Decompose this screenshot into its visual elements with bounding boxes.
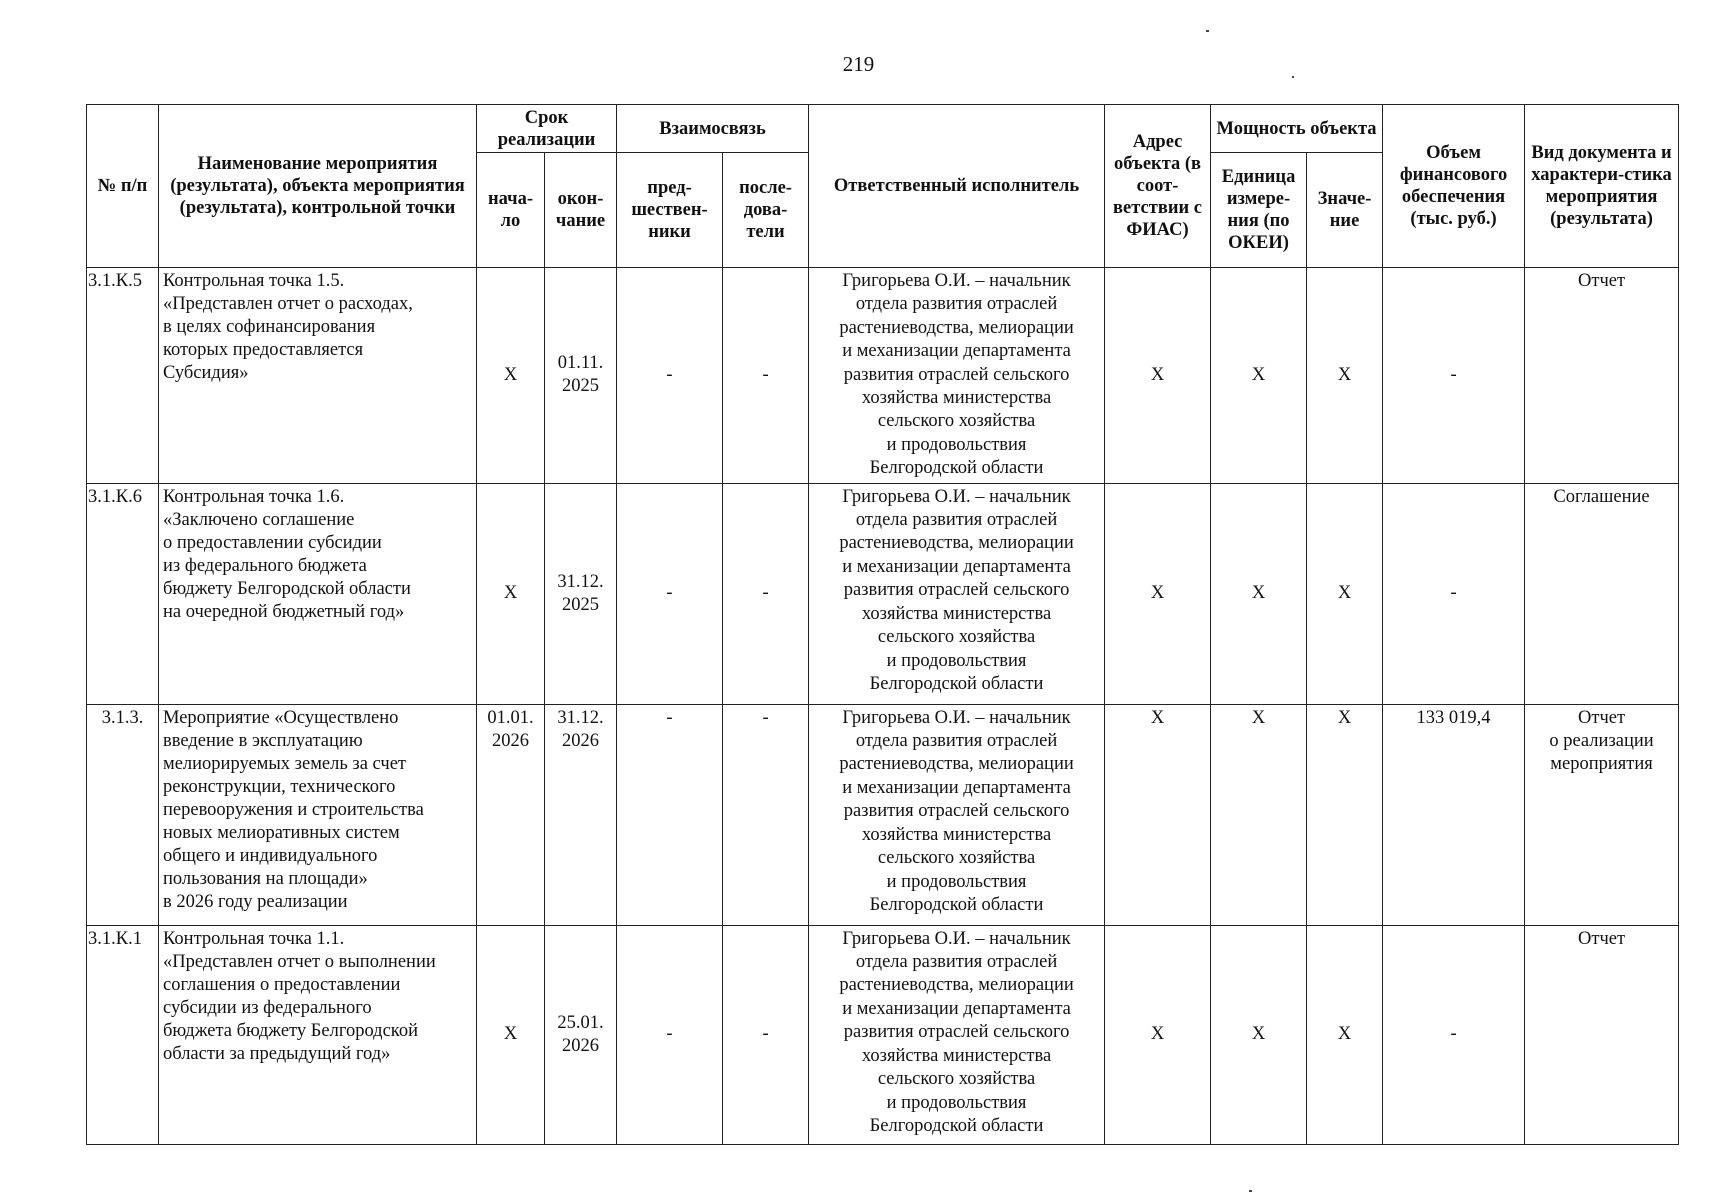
row-address: X (1105, 704, 1211, 925)
row-address: X (1105, 925, 1211, 1144)
header-succ: после-дова-тели (723, 153, 809, 268)
row-num: 3.1.3. (87, 704, 159, 925)
row-executor: Григорьева О.И. – начальник отдела развития отраслей растениеводства, мелиорации и механизации департамента развития отраслей сельского хозяйства министерства сельского хозяйства и продовольствия Белгородской области (809, 925, 1105, 1144)
row-num: 3.1.К.6 (87, 483, 159, 704)
row-name: Мероприятие «Осуществлено введение в эксплуатацию мелиорируемых земель за счет реконструкции, технического перевооружения и строительства новых мелиоративных систем общего и индивидуального пользования на площади» в 2026 году реализации (159, 704, 477, 925)
row-unit: X (1211, 483, 1307, 704)
header-link: Взаимосвязь (617, 105, 809, 153)
header-value: Значе-ние (1307, 153, 1383, 268)
header-pred: пред-шествен-ники (617, 153, 723, 268)
row-finance: 133 019,4 (1383, 704, 1525, 925)
header-start: нача-ло (477, 153, 545, 268)
row-start: X (477, 483, 545, 704)
row-unit: X (1211, 268, 1307, 484)
header-address: Адрес объекта (в соот-ветствии с ФИАС) (1105, 105, 1211, 268)
row-succ: - (723, 704, 809, 925)
row-name: Контрольная точка 1.5. «Представлен отчет о расходах, в целях софинансирования которых предоставляется Субсидия» (159, 268, 477, 484)
scan-speck (1249, 1190, 1252, 1192)
table-header (87, 105, 1679, 268)
row-value: X (1307, 268, 1383, 484)
row-pred: - (617, 483, 723, 704)
row-end: 31.12. 2026 (545, 704, 617, 925)
row-end: 01.11. 2025 (545, 268, 617, 484)
table-row (87, 483, 1679, 704)
row-pred: - (617, 268, 723, 484)
header-name: Наименование мероприятия (результата), объекта мероприятия (результата), контрольной точки (159, 105, 477, 268)
row-num: 3.1.К.1 (87, 925, 159, 1144)
row-finance: - (1383, 483, 1525, 704)
row-end: 25.01. 2026 (545, 925, 617, 1144)
row-num: 3.1.К.5 (87, 268, 159, 484)
row-succ: - (723, 483, 809, 704)
page-number: 219 (842, 52, 875, 76)
row-unit: X (1211, 925, 1307, 1144)
row-doc: Отчет (1525, 268, 1679, 484)
scan-speck (1206, 30, 1209, 32)
row-doc: Соглашение (1525, 483, 1679, 704)
row-doc: Отчет (1525, 925, 1679, 1144)
row-finance: - (1383, 268, 1525, 484)
table-row (87, 704, 1679, 925)
row-address: X (1105, 483, 1211, 704)
table-row (87, 925, 1679, 1144)
row-succ: - (723, 925, 809, 1144)
header-term: Срок реализации (477, 105, 617, 153)
row-unit: X (1211, 704, 1307, 925)
header-capacity: Мощность объекта (1211, 105, 1383, 153)
row-doc: Отчет о реализации мероприятия (1525, 704, 1679, 925)
row-address: X (1105, 268, 1211, 484)
header-doc: Вид документа и характери-стика мероприятия (результата) (1525, 105, 1679, 268)
row-pred: - (617, 925, 723, 1144)
row-finance: - (1383, 925, 1525, 1144)
row-name: Контрольная точка 1.1. «Представлен отчет о выполнении соглашения о предоставлении субсидии из федерального бюджета бюджету Белгородской области за предыдущий год» (159, 925, 477, 1144)
row-value: X (1307, 704, 1383, 925)
row-start: 01.01. 2026 (477, 704, 545, 925)
row-value: X (1307, 925, 1383, 1144)
header-num: № п/п (87, 105, 159, 268)
table-row (87, 268, 1679, 484)
plan-table (86, 104, 1679, 1145)
row-succ: - (723, 268, 809, 484)
row-name: Контрольная точка 1.6. «Заключено соглашение о предоставлении субсидии из федерального бюджета бюджету Белгородской области на очередной бюджетный год» (159, 483, 477, 704)
header-finance: Объем финансового обеспечения (тыс. руб.) (1383, 105, 1525, 268)
row-start: X (477, 268, 545, 484)
row-start: X (477, 925, 545, 1144)
row-executor: Григорьева О.И. – начальник отдела развития отраслей растениеводства, мелиорации и механизации департамента развития отраслей сельского хозяйства министерства сельского хозяйства и продовольствия Белгородской области (809, 268, 1105, 484)
header-end: окон-чание (545, 153, 617, 268)
scan-speck (1292, 76, 1294, 78)
row-end: 31.12. 2025 (545, 483, 617, 704)
header-unit: Единица измере-ния (по ОКЕИ) (1211, 153, 1307, 268)
row-executor: Григорьева О.И. – начальник отдела развития отраслей растениеводства, мелиорации и механизации департамента развития отраслей сельского хозяйства министерства сельского хозяйства и продовольствия Белгородской области (809, 704, 1105, 925)
row-value: X (1307, 483, 1383, 704)
header-executor: Ответственный исполнитель (809, 105, 1105, 268)
row-pred: - (617, 704, 723, 925)
row-executor: Григорьева О.И. – начальник отдела развития отраслей растениеводства, мелиорации и механизации департамента развития отраслей сельского хозяйства министерства сельского хозяйства и продовольствия Белгородской области (809, 483, 1105, 704)
